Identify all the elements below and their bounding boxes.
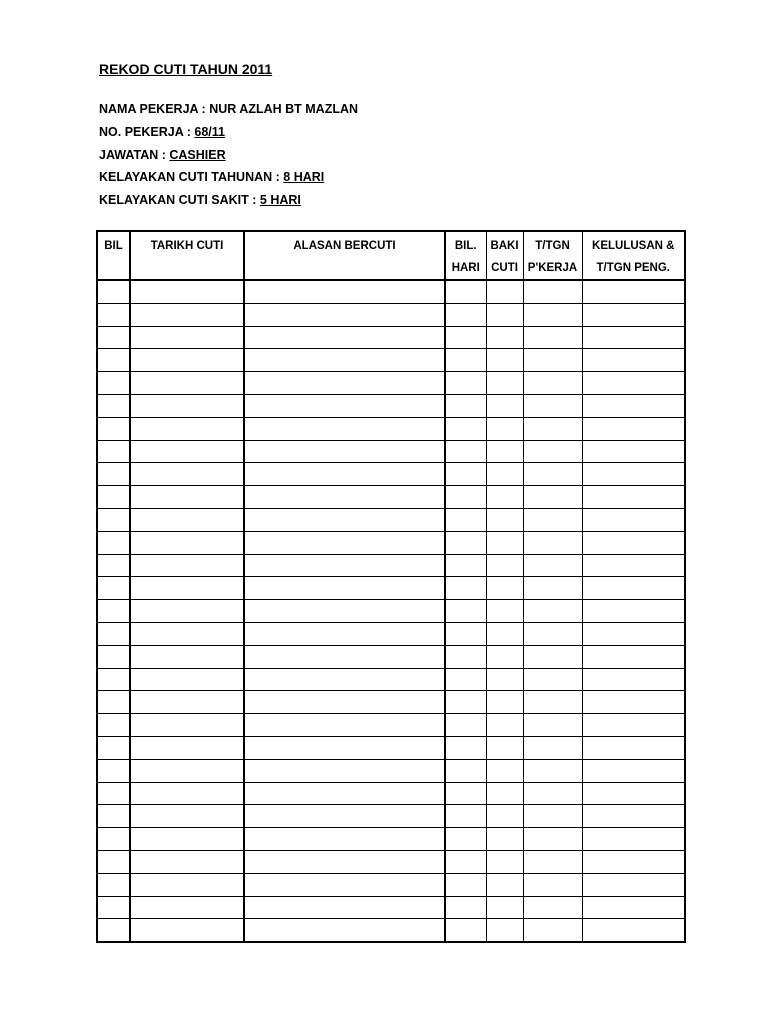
table-cell: [445, 577, 486, 600]
table-cell: [244, 372, 445, 395]
table-row: [97, 828, 685, 851]
table-cell: [523, 919, 582, 942]
table-cell: [130, 554, 244, 577]
table-cell: [486, 463, 523, 486]
field-value: 68/11: [194, 124, 225, 139]
table-cell: [523, 600, 582, 623]
table-cell: [244, 280, 445, 303]
header-line-1: BIL: [104, 240, 123, 252]
table-cell: [130, 531, 244, 554]
table-cell: [97, 577, 130, 600]
table-cell: [445, 372, 486, 395]
table-cell: [523, 828, 582, 851]
header-line-2: T/TGN PENG.: [596, 262, 670, 274]
table-cell: [582, 691, 685, 714]
table-cell: [486, 394, 523, 417]
header-line-1: BAKI: [490, 240, 519, 252]
table-cell: [486, 736, 523, 759]
header-line-2: CUTI: [491, 262, 518, 274]
table-cell: [582, 782, 685, 805]
table-row: [97, 805, 685, 828]
table-cell: [582, 645, 685, 668]
table-cell: [523, 554, 582, 577]
table-header-row: [97, 231, 685, 280]
table-cell: [486, 554, 523, 577]
table-cell: [445, 782, 486, 805]
table-cell: [445, 554, 486, 577]
table-cell: [130, 508, 244, 531]
table-cell: [97, 554, 130, 577]
table-cell: [582, 850, 685, 873]
table-row: [97, 531, 685, 554]
field-kelayakan-cuti-tahunan: [99, 166, 358, 189]
table-cell: [523, 714, 582, 737]
table-cell: [130, 577, 244, 600]
table-cell: [486, 622, 523, 645]
table-cell: [582, 805, 685, 828]
header-alasan-bercuti: [244, 231, 445, 280]
table-cell: [244, 828, 445, 851]
table-row: [97, 577, 685, 600]
table-cell: [244, 349, 445, 372]
table-cell: [244, 622, 445, 645]
table-cell: [523, 668, 582, 691]
table-cell: [523, 645, 582, 668]
table-cell: [523, 417, 582, 440]
table-cell: [130, 372, 244, 395]
field-value: CASHIER: [169, 147, 226, 162]
table-cell: [445, 486, 486, 509]
table-cell: [130, 417, 244, 440]
table-cell: [130, 919, 244, 942]
table-cell: [97, 805, 130, 828]
table-cell: [244, 486, 445, 509]
table-cell: [97, 691, 130, 714]
table-cell: [244, 508, 445, 531]
table-row: [97, 782, 685, 805]
table-cell: [244, 554, 445, 577]
table-cell: [582, 896, 685, 919]
table-cell: [486, 486, 523, 509]
table-cell: [244, 691, 445, 714]
table-cell: [97, 736, 130, 759]
table-cell: [582, 828, 685, 851]
table-cell: [130, 782, 244, 805]
table-cell: [523, 782, 582, 805]
table-cell: [445, 417, 486, 440]
table-cell: [445, 805, 486, 828]
table-row: [97, 326, 685, 349]
table-cell: [244, 645, 445, 668]
header-line-1: TARIKH CUTI: [150, 240, 224, 252]
table-cell: [445, 508, 486, 531]
table-cell: [244, 873, 445, 896]
header-tarikh-cuti: [130, 231, 244, 280]
table-cell: [582, 372, 685, 395]
table-cell: [582, 759, 685, 782]
table-row: [97, 508, 685, 531]
table-cell: [523, 394, 582, 417]
table-cell: [445, 919, 486, 942]
table-cell: [97, 440, 130, 463]
table-cell: [244, 668, 445, 691]
table-cell: [130, 622, 244, 645]
table-cell: [445, 349, 486, 372]
table-cell: [582, 394, 685, 417]
table-cell: [523, 303, 582, 326]
table-cell: [97, 896, 130, 919]
field-label: KELAYAKAN CUTI TAHUNAN :: [99, 170, 284, 185]
table-cell: [486, 828, 523, 851]
table-cell: [523, 850, 582, 873]
table-cell: [244, 417, 445, 440]
field-nama-pekerja: [99, 98, 358, 121]
table-row: [97, 554, 685, 577]
table-cell: [486, 645, 523, 668]
table-cell: [130, 714, 244, 737]
table-cell: [97, 531, 130, 554]
table-cell: [486, 873, 523, 896]
table-cell: [582, 554, 685, 577]
header-line-1: ALASAN BERCUTI: [293, 240, 396, 252]
table-cell: [97, 394, 130, 417]
table-row: [97, 486, 685, 509]
header-line-1: T/TGN: [535, 240, 570, 252]
table-cell: [582, 622, 685, 645]
table-cell: [97, 919, 130, 942]
table-cell: [244, 600, 445, 623]
table-row: [97, 349, 685, 372]
table-cell: [486, 600, 523, 623]
table-row: [97, 622, 685, 645]
table-cell: [486, 303, 523, 326]
table-cell: [582, 463, 685, 486]
table-cell: [97, 417, 130, 440]
header-bil: [97, 231, 130, 280]
table-cell: [486, 714, 523, 737]
header-bil-hari: [445, 231, 486, 280]
table-cell: [130, 303, 244, 326]
table-cell: [582, 349, 685, 372]
table-cell: [445, 736, 486, 759]
table-cell: [486, 850, 523, 873]
table-cell: [130, 645, 244, 668]
header-line-2: P'KERJA: [527, 262, 578, 274]
table-cell: [582, 303, 685, 326]
table-cell: [445, 326, 486, 349]
table-cell: [582, 577, 685, 600]
table-cell: [244, 326, 445, 349]
table-cell: [244, 850, 445, 873]
table-row: [97, 736, 685, 759]
table-cell: [582, 417, 685, 440]
table-cell: [130, 805, 244, 828]
table-cell: [244, 759, 445, 782]
header-baki-cuti: [486, 231, 523, 280]
table-cell: [244, 805, 445, 828]
table-cell: [486, 349, 523, 372]
table-cell: [97, 349, 130, 372]
field-label: NAMA PEKERJA :: [99, 102, 210, 116]
table-row: [97, 645, 685, 668]
table-cell: [445, 280, 486, 303]
table-cell: [582, 440, 685, 463]
table-cell: [486, 691, 523, 714]
table-cell: [97, 645, 130, 668]
field-value: 5 HARI: [259, 193, 301, 207]
table-cell: [523, 691, 582, 714]
table-cell: [582, 508, 685, 531]
table-cell: [523, 759, 582, 782]
table-row: [97, 919, 685, 942]
table-cell: [97, 463, 130, 486]
table-cell: [523, 463, 582, 486]
table-cell: [445, 759, 486, 782]
table-cell: [445, 531, 486, 554]
table-cell: [582, 326, 685, 349]
table-cell: [97, 828, 130, 851]
table-cell: [582, 736, 685, 759]
table-cell: [523, 372, 582, 395]
table-cell: [523, 486, 582, 509]
table-cell: [130, 326, 244, 349]
table-cell: [486, 326, 523, 349]
table-cell: [130, 828, 244, 851]
table-cell: [582, 486, 685, 509]
table-cell: [244, 896, 445, 919]
table-cell: [523, 873, 582, 896]
table-cell: [486, 531, 523, 554]
table-cell: [486, 577, 523, 600]
table-cell: [445, 691, 486, 714]
header-line-2: HARI: [451, 262, 480, 274]
table-row: [97, 600, 685, 623]
table-cell: [130, 280, 244, 303]
table-row: [97, 759, 685, 782]
table-cell: [97, 850, 130, 873]
table-row: [97, 394, 685, 417]
table-cell: [244, 303, 445, 326]
header-tt-pekerja: [523, 231, 582, 280]
header-line-1: BIL.: [454, 240, 477, 252]
table-cell: [486, 280, 523, 303]
table-cell: [130, 873, 244, 896]
table-cell: [523, 896, 582, 919]
table-row: [97, 873, 685, 896]
table-cell: [523, 622, 582, 645]
table-cell: [130, 463, 244, 486]
table-cell: [130, 486, 244, 509]
table-cell: [582, 714, 685, 737]
table-cell: [445, 714, 486, 737]
table-cell: [486, 440, 523, 463]
table-cell: [97, 668, 130, 691]
table-row: [97, 417, 685, 440]
table-cell: [445, 394, 486, 417]
table-cell: [582, 873, 685, 896]
table-cell: [523, 531, 582, 554]
table-cell: [486, 919, 523, 942]
table-cell: [97, 280, 130, 303]
table-cell: [244, 463, 445, 486]
table-cell: [582, 600, 685, 623]
table-row: [97, 463, 685, 486]
table-cell: [97, 486, 130, 509]
table-cell: [97, 600, 130, 623]
table-body: [97, 280, 685, 942]
header-line-1: KELULUSAN &: [592, 240, 675, 252]
table-row: [97, 668, 685, 691]
table-row: [97, 440, 685, 463]
table-cell: [244, 531, 445, 554]
table-cell: [486, 668, 523, 691]
field-kelayakan-cuti-sakit: [99, 189, 358, 212]
table-cell: [97, 759, 130, 782]
table-cell: [130, 600, 244, 623]
field-label: KELAYAKAN CUTI SAKIT :: [99, 193, 260, 207]
leave-record-table: [96, 230, 686, 943]
table-cell: [130, 850, 244, 873]
field-no-pekerja: [99, 121, 358, 144]
table-cell: [582, 919, 685, 942]
table-cell: [244, 394, 445, 417]
table-cell: [523, 349, 582, 372]
table-cell: [486, 896, 523, 919]
table-cell: [582, 668, 685, 691]
field-label: NO. PEKERJA :: [99, 124, 195, 139]
table-cell: [445, 850, 486, 873]
table-cell: [445, 828, 486, 851]
table-cell: [130, 668, 244, 691]
table-cell: [130, 691, 244, 714]
field-label: JAWATAN :: [99, 147, 170, 162]
table-cell: [244, 782, 445, 805]
document-title: REKOD CUTI TAHUN 2011: [99, 61, 273, 77]
table-cell: [486, 805, 523, 828]
table-cell: [523, 577, 582, 600]
table-row: [97, 303, 685, 326]
table-cell: [523, 440, 582, 463]
header-kelulusan: [582, 231, 685, 280]
table-cell: [97, 714, 130, 737]
table-cell: [130, 896, 244, 919]
table-cell: [445, 668, 486, 691]
table-cell: [97, 622, 130, 645]
table-row: [97, 691, 685, 714]
table-cell: [97, 303, 130, 326]
employee-info: [99, 98, 358, 212]
table-cell: [486, 759, 523, 782]
table-cell: [244, 736, 445, 759]
table-cell: [97, 508, 130, 531]
table-cell: [486, 372, 523, 395]
table-cell: [486, 417, 523, 440]
table-cell: [445, 440, 486, 463]
field-jawatan: [99, 144, 358, 167]
table-row: [97, 280, 685, 303]
table-cell: [445, 896, 486, 919]
table-cell: [445, 463, 486, 486]
table-cell: [97, 873, 130, 896]
table-cell: [523, 805, 582, 828]
table-cell: [582, 531, 685, 554]
table-cell: [445, 600, 486, 623]
table-cell: [445, 645, 486, 668]
field-value: 8 HARI: [283, 170, 325, 185]
table-cell: [486, 508, 523, 531]
table-row: [97, 372, 685, 395]
table-cell: [97, 326, 130, 349]
table-cell: [244, 440, 445, 463]
table-cell: [523, 508, 582, 531]
table-cell: [130, 759, 244, 782]
table-cell: [523, 326, 582, 349]
table-cell: [523, 280, 582, 303]
table-cell: [445, 303, 486, 326]
table-cell: [130, 349, 244, 372]
table-cell: [445, 622, 486, 645]
table-cell: [445, 873, 486, 896]
table-cell: [130, 736, 244, 759]
table-cell: [523, 736, 582, 759]
table-cell: [582, 280, 685, 303]
field-value: NUR AZLAH BT MAZLAN: [209, 102, 359, 116]
table-row: [97, 850, 685, 873]
table-cell: [244, 714, 445, 737]
table-row: [97, 714, 685, 737]
table-cell: [244, 577, 445, 600]
table-cell: [97, 372, 130, 395]
table-cell: [244, 919, 445, 942]
table-cell: [97, 782, 130, 805]
table-cell: [486, 782, 523, 805]
table-cell: [130, 394, 244, 417]
table-row: [97, 896, 685, 919]
table-cell: [130, 440, 244, 463]
